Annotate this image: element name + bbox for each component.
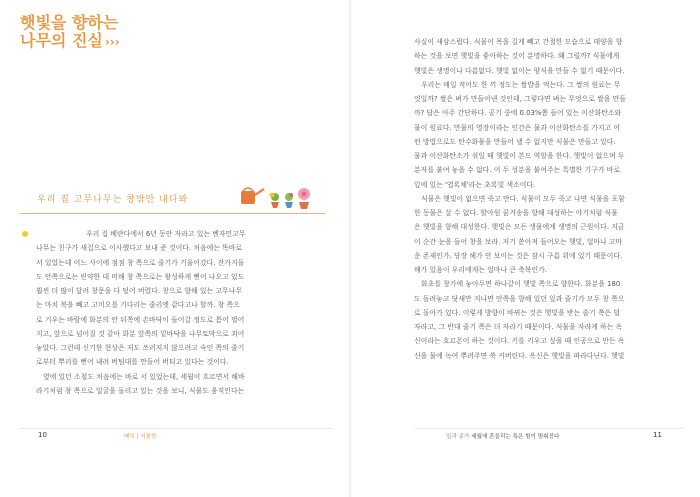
text-line: 로 기우는 바람에 화분의 안 뒤쪽에 손바닥이 들어갈 정도로 틈이 벌어 xyxy=(36,315,245,324)
flower-pot-icon xyxy=(285,193,293,208)
subheading-illustration xyxy=(237,183,317,213)
text-line: 우리 집 베란다에서 6년 동안 자라고 있는 벤자민고무 xyxy=(86,230,246,238)
page-number-left: 10 xyxy=(38,431,47,439)
text-line: 화초를 창가에 놓아두면 하나같이 햇빛 쪽으로 향한다. 화분을 180 xyxy=(421,280,621,289)
heading-line-1: 햇빛을 향하는 xyxy=(20,13,119,32)
chapter-title: 세월에 흔들리는 특은 힘이 멈춰진다 xyxy=(471,434,560,440)
potted-plant-icon xyxy=(270,193,280,209)
text-line: 떤 방법으로도 탄수화물을 만들어 낼 수 없지만 식물은 만들고 있다. xyxy=(414,137,616,146)
text-line: 신이라는 호르몬이 하는 것이다. 키를 키우고 싶을 때 인공으로 만든 옥 xyxy=(414,337,625,346)
text-line: 놓았다. 그런데 신기한 현상은 저도 쓰러지지 않으려고 숙인 쪽의 줄기 xyxy=(36,344,245,352)
heading-line-2: 나무의 진실 xyxy=(20,31,103,50)
right-page xyxy=(351,0,700,497)
text-line: 라기처럼 창 쪽으로 얼굴을 돌리고 있는 것을 보니, 식물도 움직인다는 xyxy=(36,386,245,395)
left-page xyxy=(0,0,349,497)
text-line: 옆에 있던 소철도 처음에는 바로 서 있었는데, 세월이 흐르면서 해바 xyxy=(43,372,245,381)
left-body-text xyxy=(36,227,318,398)
text-line: 잎에 있는 '엽록체'라는 초록빛 색소이다. xyxy=(414,180,536,189)
bullet-marker xyxy=(22,231,28,237)
text-line: 물이 원료다. 만물의 영장이라는 인간은 물과 이산화탄소를 가지고 어 xyxy=(414,123,621,132)
text-line: 물과 이산화탄소가 섞일 때 햇빛이 본드 역할을 한다. 햇빛이 없으며 두 xyxy=(414,152,625,160)
text-line: 은 햇빛을 향해 대성한다. 햇빛은 모든 생물에게 생명의 근원이다. 지금 xyxy=(414,223,625,232)
chapter-heading xyxy=(20,14,120,51)
running-header xyxy=(446,432,559,440)
text-line: 는 마치 복을 빼고 고미오를 기다리는 줄리엣 같다고나 할까. 창 쪽으 xyxy=(36,301,240,310)
section-label: 배치 | 식물학 xyxy=(124,434,157,440)
chapter-label: 일과 종가 xyxy=(446,434,470,440)
text-line: 도 안쪽으로는 빈약한 데 비해 창 쪽으로는 왕성하게 뻗어 나오고 있도 xyxy=(36,272,245,281)
pink-flower-pot-icon xyxy=(298,188,310,209)
subheading-bar xyxy=(20,183,325,214)
footer-rule xyxy=(20,428,332,429)
text-line: 사실이 새삼스럽다. 식물이 목을 길게 빼고 간절한 모습으로 태양을 향 xyxy=(414,38,623,46)
text-line: 서 있었는데 어느 사이에 점점 창 쪽으로 줄기가 기울어갔다. 잔가지들 xyxy=(36,258,245,267)
text-line: 훨씬 더 많이 달려 창문을 다 덮어 버렸다. 창으로 향해 있는 고무나무 xyxy=(36,287,243,295)
text-line: 분자를 붙여 놓을 수 없다. 이 두 성분을 붙여주는 특별한 기구가 바로 xyxy=(414,166,621,175)
text-line: 하는 것을 보면 햇빛을 좋아하는 것이 분명하다. 왜 그럴까? 식물에게 xyxy=(414,52,620,61)
text-line: 로 돌아가 있다. 이렇게 방향이 바뀌는 것은 햇빛을 받는 줄기 쪽은 덜 xyxy=(414,308,621,317)
text-line: 식물은 햇빛이 없으면 죽고 만다. 식물이 모두 죽고 나면 식물을 포함 xyxy=(421,194,625,203)
right-body-text xyxy=(414,35,680,363)
watering-can-icon xyxy=(241,188,264,204)
text-line: 신을 물에 녹여 뿌려주면 쑥 커버린다. 옥신은 햇빛을 따라다닌다. 햇빛 xyxy=(414,351,625,360)
text-line: 햇빛은 생명이나 다름없다. 햇빛 없이는 양식을 만들 수 없기 때문이다. xyxy=(414,66,625,75)
page-number-right: 11 xyxy=(653,431,662,439)
footer-rule-right xyxy=(415,428,683,429)
text-line: 지고, 앞으로 넘어질 것 같아 화분 앞쪽의 밑바닥을 나무토막으로 괴어 xyxy=(36,329,245,338)
text-line: 도 돌려놓고 닷새만 지나면 안쪽을 향해 있던 잎과 줄기가 모두 창 쪽으 xyxy=(414,294,625,303)
text-line: 운 존재인가. 당장 해가 안 보이는 것은 잠시 구름 위에 있기 때문이다. xyxy=(414,251,623,260)
text-line: 까? 답은 아주 간단하다. 공기 중에 0.03%쯤 들어 있는 이산화탄소와 xyxy=(414,109,622,118)
text-line: 해가 있음이 우리에게는 얼마나 큰 축복인가. xyxy=(414,266,547,274)
text-line: 우리는 매일 적어도 한 끼 정도는 쌀밥을 먹는다. 그 쌀의 원료는 무 xyxy=(421,80,621,89)
text-line: 나무는 친구가 새집으로 이사했다고 보내 준 것이다. 처음에는 똑바로 xyxy=(36,244,243,253)
heading-arrows: ››› xyxy=(104,35,120,49)
text-line: 한 동물은 살 수 없다. 할아원 꿈거송을 향해 대성하는 야기처럼 식물 xyxy=(414,209,618,217)
text-line: 로부터 뿌리를 뻗어 내려 버팀대를 만들어 버티고 있다는 것이다. xyxy=(36,358,229,367)
text-line: 자라고, 그 반대 줄기 쪽은 더 자라기 때문이다. 식물을 자라게 하는 옥 xyxy=(414,323,623,331)
subheading-text: 우리 집 고무나무는 창밖만 내다봐 xyxy=(37,195,189,205)
text-line: 이 순간 눈을 들어 창을 보라. 저기 쏟아져 들어오는 햇빛, 얼마나 고마 xyxy=(414,237,623,246)
text-line: 엇일까? 쌀은 벼가 만들어낸 것인데, 그렇다면 벼는 무엇으로 쌀을 만들 xyxy=(414,95,626,103)
